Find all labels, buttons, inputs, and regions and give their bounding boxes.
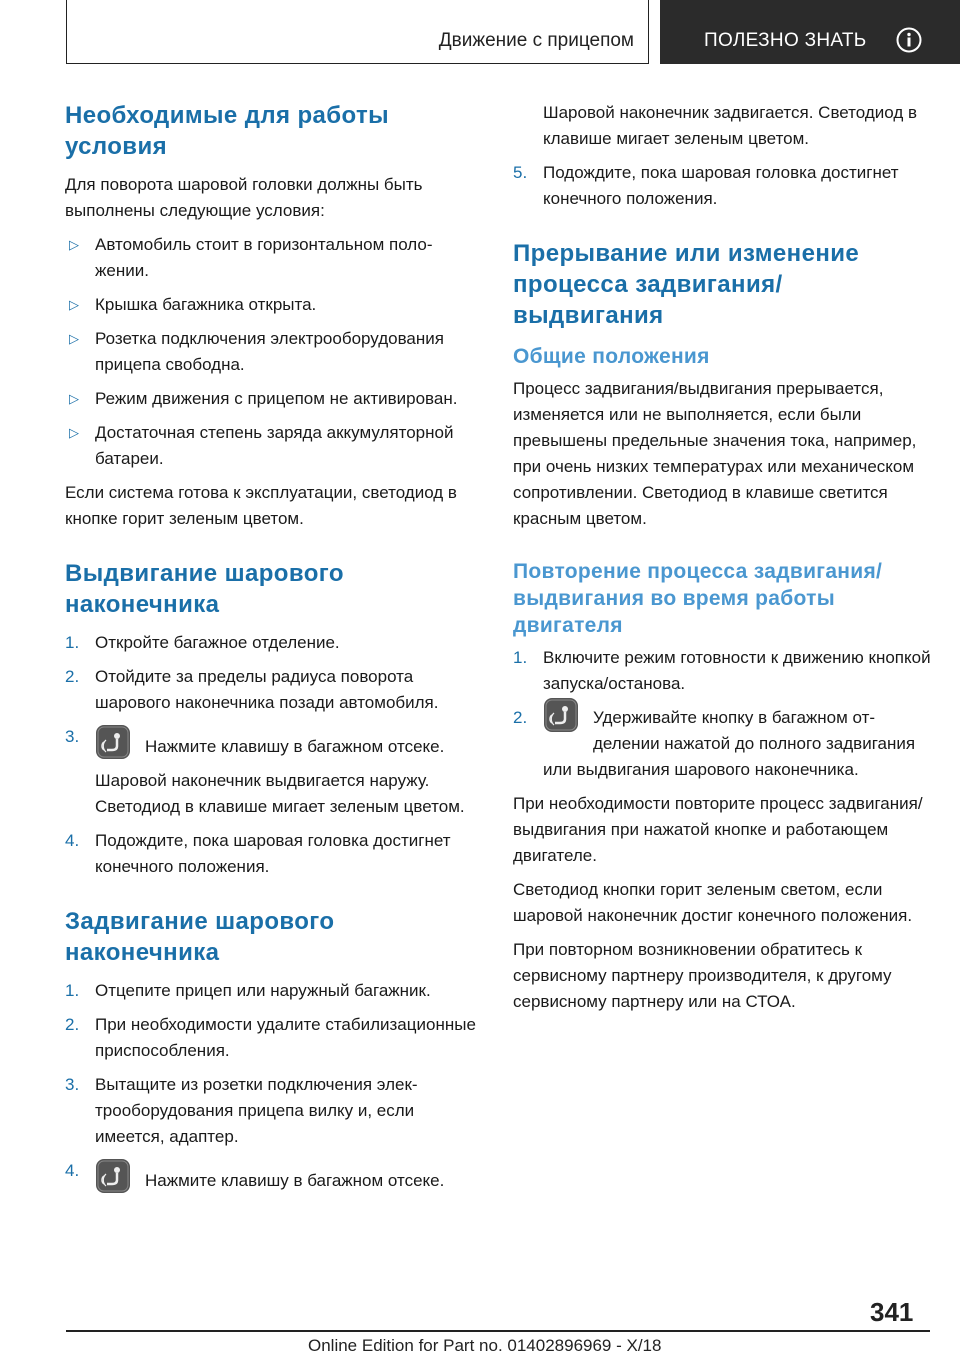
triangle-bullet-icon: ▷ [69,297,79,312]
list-item: 5. Подождите, пока шаровая головка достигнет конечного положения. [513,163,899,208]
retract-steps-cont [513,160,933,212]
step-continuation: Шаровой наконечник задвигается. Светодиод в клавише мигает зеленым цветом. [543,103,918,148]
list-item: 3. Вытащите из розетки подключения электрооборудования прицепа вилку и, если имеется, адаптер. [65,1075,418,1146]
list-item: 1. Откройте багажное отделение. [65,633,340,652]
triangle-bullet-icon: ▷ [69,425,79,440]
list-item: 4. Нажмите клавишу в багажном отсеке. [65,1158,480,1194]
header-chapter-frame [66,0,649,64]
conditions-intro: Для поворота шаровой головки должны быть выполнены следующие условия: [65,175,423,220]
triangle-bullet-icon: ▷ [69,391,79,406]
conditions-note: Если система готова к эксплуатации, светодиод в кнопке горит зеленым цветом. [65,483,457,528]
section-title-interrupt: Прерывание или изменение процесса задвигания/ выдвигания [513,240,860,329]
subsection-title-general: Общие положения [513,345,710,368]
footer-divider [66,1330,930,1332]
list-item: ▷ Розетка подключения электрооборудования прицепа свободна. [65,326,480,378]
extend-steps-cont [65,828,480,880]
list-item: ▷ Автомобиль стоит в горизонтальном положении. [65,232,480,284]
subsection-title-repeat: Повторение процесса задвигания/ выдвигания во время работы двигателя [513,560,883,637]
edition-footer: Online Edition for Part no. 01402896969 - X/18 [308,1336,662,1355]
triangle-bullet-icon: ▷ [69,331,79,346]
list-item: ▷ Режим движения с прицепом не активирован. [65,386,480,412]
towbar-button-icon [543,697,579,733]
list-item: 2. Удерживайте кнопку в багажном отделении нажатой до полного задвигания или выдвигания шарового наконечника. [513,705,933,783]
section-title-conditions: Необходимые для работы условия [65,102,390,160]
towbar-button-icon [95,724,131,760]
service-note: При повторном возникновении обратитесь к сервисному партнеру производителя, к другому сервисному партнеру или на СТОА. [513,940,892,1011]
info-icon[interactable] [896,27,922,53]
list-item: ▷ Крышка багажника открыта. [65,292,480,318]
list-item: 3. Нажмите клавишу в багажном отсеке. [65,724,480,760]
page-number: 341 [870,1297,914,1327]
repeat-note: При необходимости повторите процесс задвигания/выдвигания при нажатой кнопке и работающем двигателе. [513,794,923,865]
general-text: Процесс задвигания/выдвигания прерывается, изменяется или не выполняется, если были превышены предельные значения тока, например, при очень низких температурах или механическом сопротивлении. Светодиод в клавише светится красным цветом. [513,379,917,528]
list-item: 4. Подождите, пока шаровая головка достигнет конечного положения. [65,831,451,876]
led-note: Светодиод кнопки горит зеленым светом, если шаровой наконечник достиг конечного положения. [513,880,913,925]
list-item: 2. При необходимости удалите стабилизационные приспособления. [65,1015,476,1060]
list-item: 1. Отцепите прицеп или наружный багажник. [65,981,431,1000]
list-item: 1. Включите режим готовности к движению кнопкой запуска/останова. [513,648,931,693]
step-continuation: Шаровой наконечник выдвигается наружу. Светодиод в клавише мигает зеленым цветом. [95,771,465,816]
list-item: ▷ Достаточная степень заряда аккумуляторной батареи. [65,420,480,472]
retract-steps [65,978,480,1194]
section-title-extend: Выдвигание шарового наконечника [65,560,344,618]
list-item: 2. Отойдите за пределы радиуса поворота шарового наконечника позади автомобиля. [65,667,439,712]
chapter-title: Движение с прицепом [438,30,634,51]
header-section-tab[interactable] [660,0,960,64]
triangle-bullet-icon: ▷ [69,237,79,252]
conditions-list [65,232,480,472]
section-title-retract: Задвигание шарового наконечника [65,908,335,966]
repeat-steps [513,645,933,783]
towbar-button-icon [95,1158,131,1194]
section-title: ПОЛЕЗНО ЗНАТЬ [704,30,867,51]
extend-steps [65,630,480,760]
left-column [65,100,480,1202]
right-column [513,100,933,1023]
